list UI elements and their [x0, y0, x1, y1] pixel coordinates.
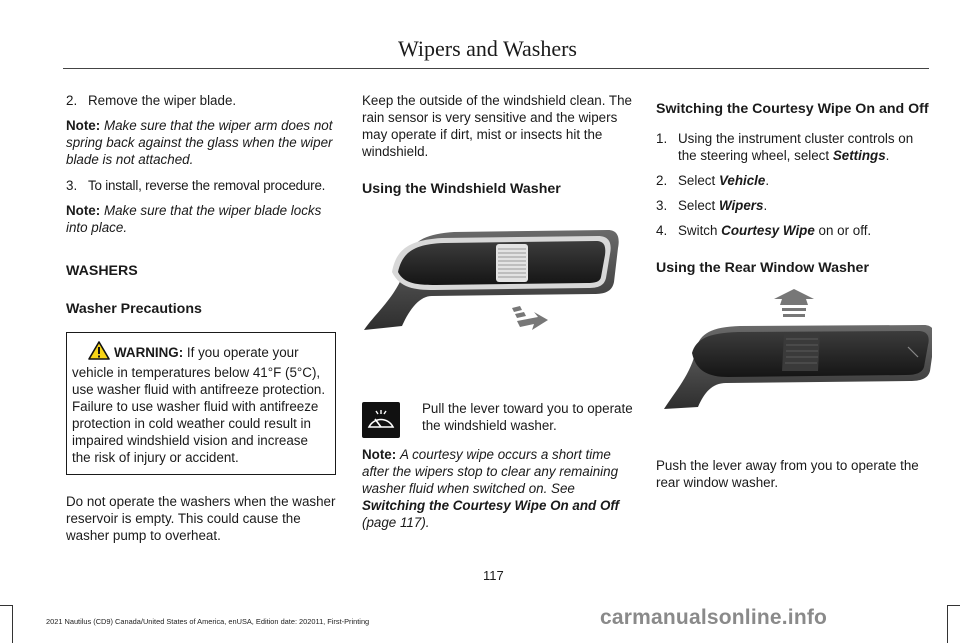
- note: [362, 446, 634, 531]
- note-text: A courtesy wipe occurs a short time after the wipers stop to clear any remaining washer fluid when switched on. See: [362, 447, 619, 496]
- section-heading: WASHERS: [66, 263, 138, 279]
- page-reference: (page 117).: [362, 515, 430, 530]
- step-number: 2.: [656, 173, 668, 188]
- warning-text: If you operate your vehicle in temperatures below 41°F (5°C), use washer fluid with antifreeze protection. Failure to use washer fluid with antifreeze protection in cold weather could result in impaired windshield vision and increase the risk of injury or accident.: [72, 345, 326, 465]
- step-text-post: .: [763, 198, 768, 213]
- paragraph: Keep the outside of the windshield clean. The rain sensor is very sensitive and the wipers may operate if dirt, mist or insects hit the windshield.: [362, 93, 632, 159]
- step-number: 1.: [656, 131, 668, 146]
- paragraph: Push the lever away from you to operate the rear window washer.: [656, 458, 919, 490]
- step-text-post: .: [885, 148, 890, 163]
- step-number: 3.: [656, 198, 668, 213]
- list-item: [66, 177, 336, 194]
- column-right: [656, 92, 932, 500]
- subsection-heading: Using the Windshield Washer: [362, 181, 561, 197]
- list-item: [66, 92, 336, 109]
- list-item: [656, 197, 932, 214]
- step-menu-item: Wipers: [718, 198, 764, 213]
- step-menu-item: Courtesy Wipe: [721, 223, 815, 238]
- note-text: Make sure that the wiper arm does not spring back against the glass when the wiper blade is not attached.: [66, 118, 333, 167]
- crop-mark: [12, 605, 13, 643]
- icon-caption: Pull the lever toward you to operate the windshield washer.: [422, 401, 633, 433]
- crop-mark: [947, 605, 948, 643]
- list-item: [656, 222, 932, 239]
- step-text-post: on or off.: [814, 223, 872, 238]
- warning-triangle-icon: [88, 341, 110, 364]
- step-text-pre: Select: [678, 173, 719, 188]
- crop-mark: [0, 605, 12, 606]
- windshield-washer-icon: [362, 402, 400, 438]
- list-item: [656, 172, 932, 189]
- column-middle: [362, 92, 634, 540]
- warning-label: WARNING:: [114, 345, 184, 360]
- edition-info: 2021 Nautilus (CD9) Canada/United States of America, enUSA, Edition date: 202011, First-Printing: [46, 617, 370, 626]
- step-number: 2.: [66, 93, 78, 108]
- step-text-pre: Select: [678, 198, 719, 213]
- step-number: 4.: [656, 223, 668, 238]
- step-menu-item: Vehicle: [718, 173, 766, 188]
- subsection-heading: Using the Rear Window Washer: [656, 260, 869, 276]
- step-text: To install, reverse the removal procedure.: [88, 178, 326, 193]
- note-label: Note:: [362, 447, 397, 462]
- step-text-pre: Using the instrument cluster controls on the steering wheel, select: [678, 131, 914, 163]
- step-number: 3.: [66, 178, 78, 193]
- warning-box: [66, 332, 336, 475]
- step-text: [678, 172, 769, 189]
- header-rule: [63, 68, 929, 69]
- crop-mark: [948, 605, 960, 606]
- note-text: Make sure that the wiper blade locks into place.: [66, 203, 322, 235]
- column-left: [66, 92, 336, 553]
- step-menu-item: Settings: [832, 148, 886, 163]
- subsection-heading: Switching the Courtesy Wipe On and Off: [656, 101, 929, 117]
- watermark: carmanualsonline.info: [600, 606, 828, 629]
- paragraph: Do not operate the washers when the washer reservoir is empty. This could cause the washer pump to overheat.: [66, 494, 336, 543]
- step-text-pre: Switch: [678, 223, 722, 238]
- page-number-text: 117: [483, 568, 504, 583]
- step-text-post: .: [765, 173, 770, 188]
- note-label: Note:: [66, 203, 101, 218]
- note: [66, 117, 336, 168]
- note-label: Note:: [66, 118, 101, 133]
- cross-reference-link[interactable]: Switching the Courtesy Wipe On and Off: [362, 498, 620, 513]
- note: [66, 202, 336, 236]
- step-text: [678, 222, 871, 239]
- step-text: Remove the wiper blade.: [88, 93, 237, 108]
- step-text: [678, 197, 767, 214]
- windshield-washer-illustration: [362, 222, 624, 372]
- rear-washer-illustration: [656, 283, 932, 443]
- washer-icon-row: [362, 402, 634, 438]
- list-item: [656, 130, 932, 164]
- subsection-heading: Washer Precautions: [66, 301, 202, 317]
- page-title: Wipers and Washers: [398, 36, 577, 61]
- step-text: [678, 130, 932, 164]
